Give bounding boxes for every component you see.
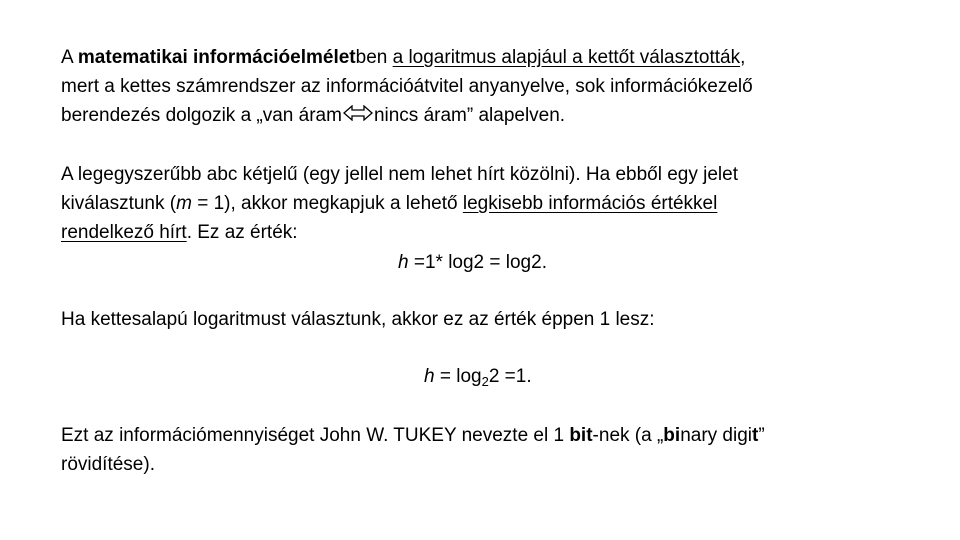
underlined-phrase: rendelkező hírt	[61, 222, 187, 243]
subscript: 2	[481, 374, 489, 389]
text-span: ”	[758, 425, 765, 446]
bold-term: t	[752, 425, 759, 446]
text-span: berendezés dolgozik a „van áram	[61, 105, 342, 126]
paragraph-line: A legegyszerűbb abc kétjelű (egy jellel nem lehet hírt közölni). Ha ebből egy jelet	[61, 164, 738, 185]
paragraph-line: rövidítése).	[61, 454, 155, 475]
bold-term: matematikai információelmélet	[77, 47, 356, 68]
paragraph-line	[61, 421, 911, 450]
equation-text: =1* log2 = log2.	[408, 252, 547, 273]
text-span: A	[61, 47, 78, 68]
text-span: kiválasztunk (	[61, 193, 177, 214]
equation-log2-base2	[0, 362, 960, 391]
variable-h: h	[424, 366, 435, 387]
paragraph-line	[61, 218, 911, 247]
paragraph-binary-base	[61, 305, 911, 334]
text-span: Ezt az információmennyiséget John W. TUKEY nevezte el 1	[61, 425, 570, 446]
variable-m: m	[176, 193, 192, 214]
equation-log2	[0, 248, 960, 277]
paragraph-line: Ha kettesalapú logaritmust választunk, akkor ez az érték éppen 1 lesz:	[61, 309, 655, 330]
paragraph-line	[61, 189, 911, 218]
underlined-phrase: legkisebb információs értékkel	[462, 193, 718, 214]
bold-term: bi	[663, 425, 681, 446]
underlined-phrase: a logaritmus alapjául a kettőt választották	[392, 47, 741, 68]
text-span: . Ez az érték:	[186, 222, 298, 243]
text-span: = 1), akkor megkapjuk a lehető	[191, 193, 463, 214]
equation-text: 2 =1.	[488, 366, 532, 387]
paragraph-abc	[61, 160, 911, 247]
double-headed-arrow-icon	[343, 101, 373, 130]
paragraph-line	[61, 43, 911, 72]
paragraph-intro	[61, 43, 911, 130]
paragraph-line: mert a kettes számrendszer az információátvitel anyanyelve, sok információkezelő	[61, 76, 753, 97]
bold-term: bit	[569, 425, 593, 446]
text-span: ben	[355, 47, 393, 68]
paragraph-bit	[61, 421, 911, 479]
variable-h: h	[398, 252, 409, 273]
text-span: nincs áram” alapelven.	[373, 105, 566, 126]
equation-text: = log	[434, 366, 482, 387]
text-span: nary digi	[680, 425, 753, 446]
text-span: -nek (a „	[592, 425, 664, 446]
text-span: ,	[740, 47, 746, 68]
paragraph-line	[61, 101, 911, 130]
